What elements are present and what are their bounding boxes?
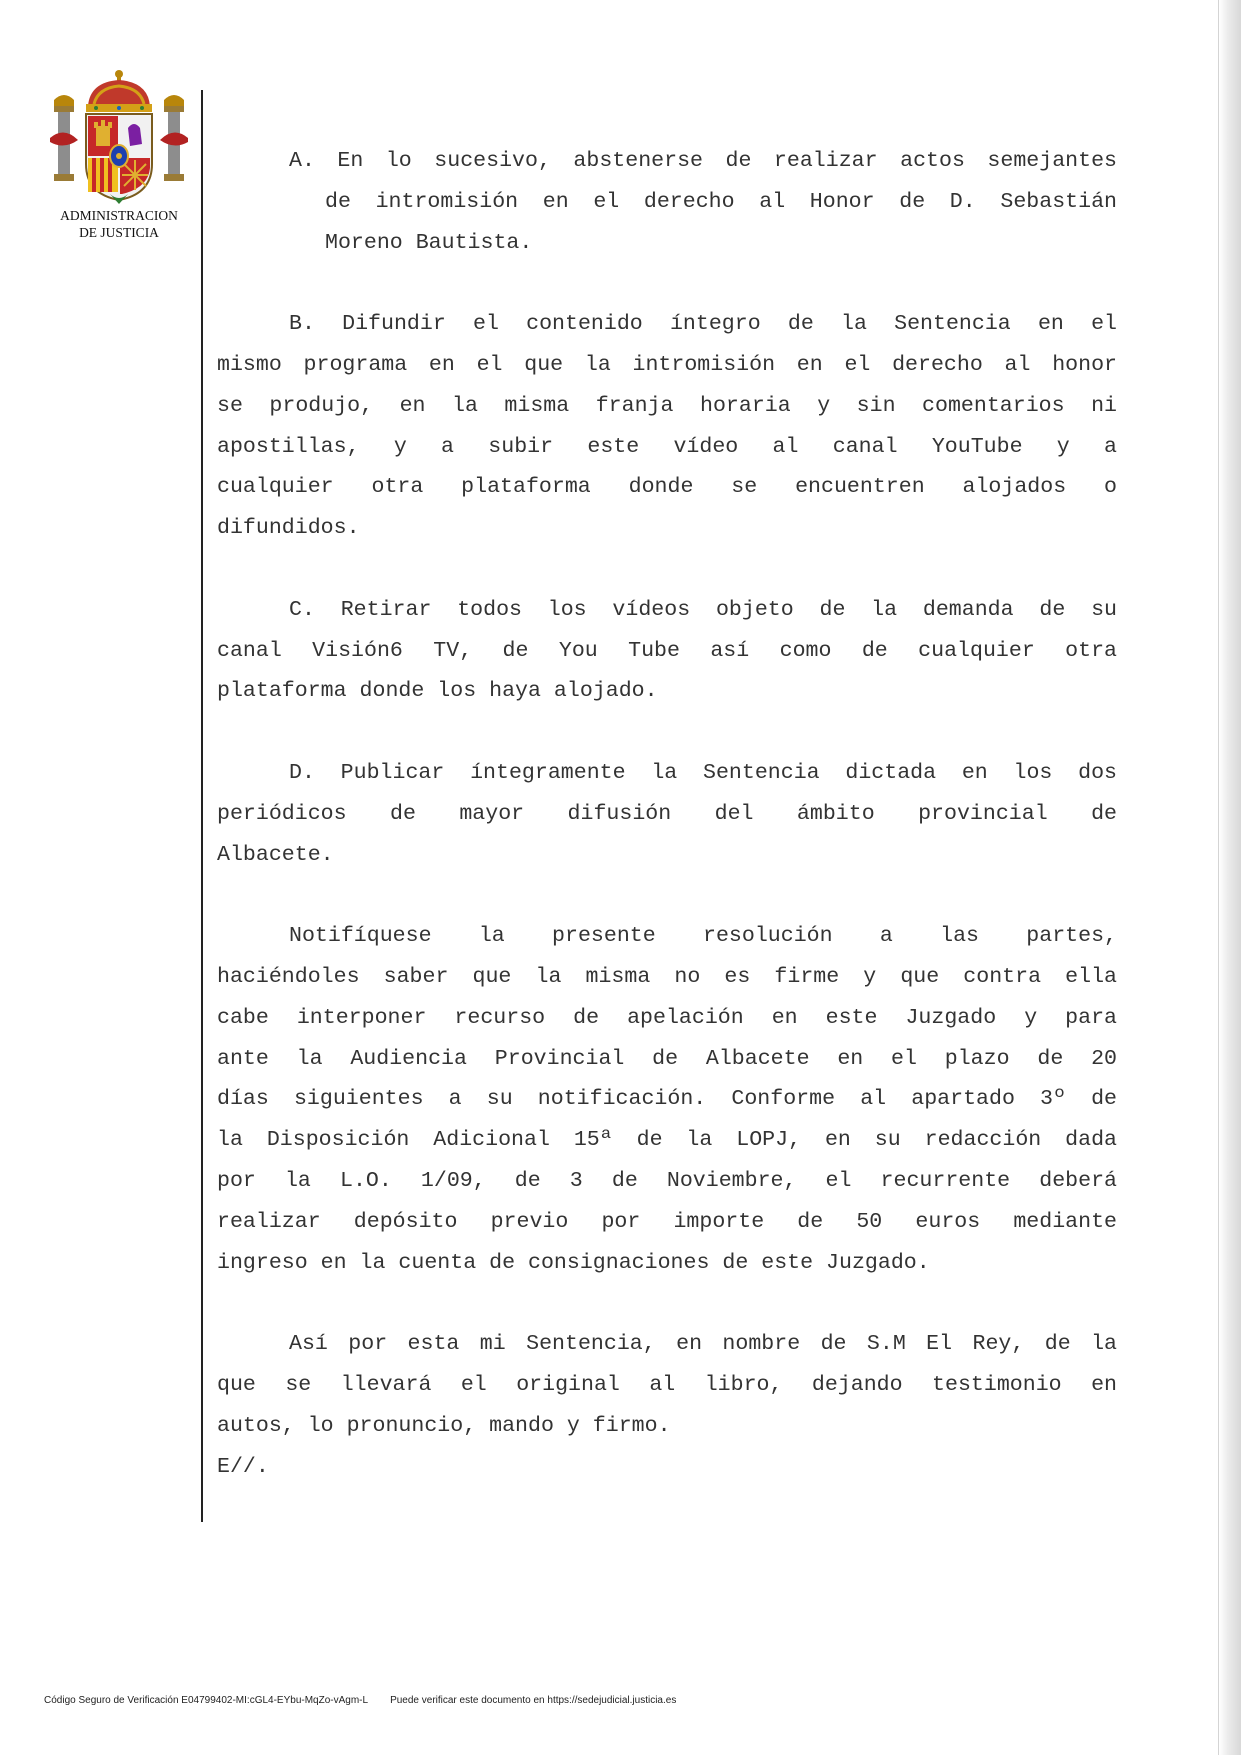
document-body: [217, 141, 1117, 1487]
paragraph-line: difundidos.: [217, 516, 360, 541]
paragraph-line: A. En lo sucesivo, abstenerse de realizar actos semejantes: [289, 149, 1117, 173]
verification-link[interactable]: Puede verificar este documento en https://sedejudicial.justicia.es: [390, 1695, 677, 1706]
verification-code: Código Seguro de Verificación E04799402-MI:cGL4-EYbu-MqZo-vAgm-L: [44, 1695, 369, 1706]
paragraph-line: ante la Audiencia Provincial de Albacete en el plazo de 20: [217, 1046, 1117, 1071]
paragraph-line: autos, lo pronuncio, mando y firmo.: [217, 1413, 671, 1438]
page-edge-shadow: [1219, 0, 1241, 1755]
paragraph-line: plataforma donde los haya alojado.: [217, 679, 658, 704]
paragraph-notificacion: [217, 916, 1117, 1283]
paragraph-line: Así por esta mi Sentencia, en nombre de S.M El Rey, de la: [289, 1332, 1117, 1357]
paragraph-line: cualquier otra plataforma donde se encuentren alojados o: [217, 475, 1117, 500]
verification-footer: [44, 1695, 676, 1706]
paragraph-line: E//.: [217, 1454, 269, 1479]
paragraph-line: la Disposición Adicional 15ª de la LOPJ, en su redacción dada: [217, 1128, 1117, 1153]
paragraph-line: días siguientes a su notificación. Conforme al apartado 3º de: [217, 1087, 1117, 1112]
paragraph-line: cabe interponer recurso de apelación en este Juzgado y para: [217, 1005, 1117, 1030]
paragraph-line: que se llevará el original al libro, dejando testimonio en: [217, 1372, 1117, 1397]
paragraph-line: ingreso en la cuenta de consignaciones de este Juzgado.: [217, 1250, 930, 1275]
paragraph-fallo: [217, 1324, 1117, 1487]
paragraph-line: se produjo, en la misma franja horaria y sin comentarios ni: [217, 393, 1117, 418]
paragraph-d: [217, 753, 1117, 875]
paragraph-line: C. Retirar todos los vídeos objeto de la demanda de su: [289, 597, 1117, 622]
paragraph-b: [217, 304, 1117, 549]
paragraph-line: mismo programa en el que la intromisión en el derecho al honor: [217, 352, 1117, 377]
paragraph-line: de intromisión en el derecho al Honor de D. Sebastián: [325, 189, 1117, 214]
paragraph-line: Notifíquese la presente resolución a las partes,: [289, 924, 1117, 949]
paragraph-c: [217, 590, 1117, 712]
paragraph-line: apostillas, y a subir este vídeo al canal YouTube y a: [217, 434, 1117, 459]
paragraph-a: [217, 141, 1117, 263]
paragraph-line: haciéndoles saber que la misma no es firme y que contra ella: [217, 964, 1117, 989]
paragraph-line: Moreno Bautista.: [325, 230, 533, 255]
paragraph-line: periódicos de mayor difusión del ámbito provincial de: [217, 801, 1117, 826]
emblem: [50, 68, 188, 240]
spain-coat-of-arms-icon: [50, 68, 188, 208]
paragraph-line: B. Difundir el contenido íntegro de la Sentencia en el: [289, 312, 1117, 337]
institution-name-line2: DE JUSTICIA: [79, 225, 159, 240]
paragraph-line: D. Publicar íntegramente la Sentencia dictada en los dos: [289, 760, 1117, 785]
institution-name-line1: ADMINISTRACION: [60, 208, 178, 223]
paragraph-line: canal Visión6 TV, de You Tube así como de cualquier otra: [217, 638, 1117, 663]
paragraph-line: por la L.O. 1/09, de 3 de Noviembre, el recurrente deberá: [217, 1168, 1117, 1193]
margin-rule: [201, 90, 203, 1522]
paragraph-line: realizar depósito previo por importe de 50 euros mediante: [217, 1209, 1117, 1234]
paragraph-line: Albacete.: [217, 842, 334, 867]
